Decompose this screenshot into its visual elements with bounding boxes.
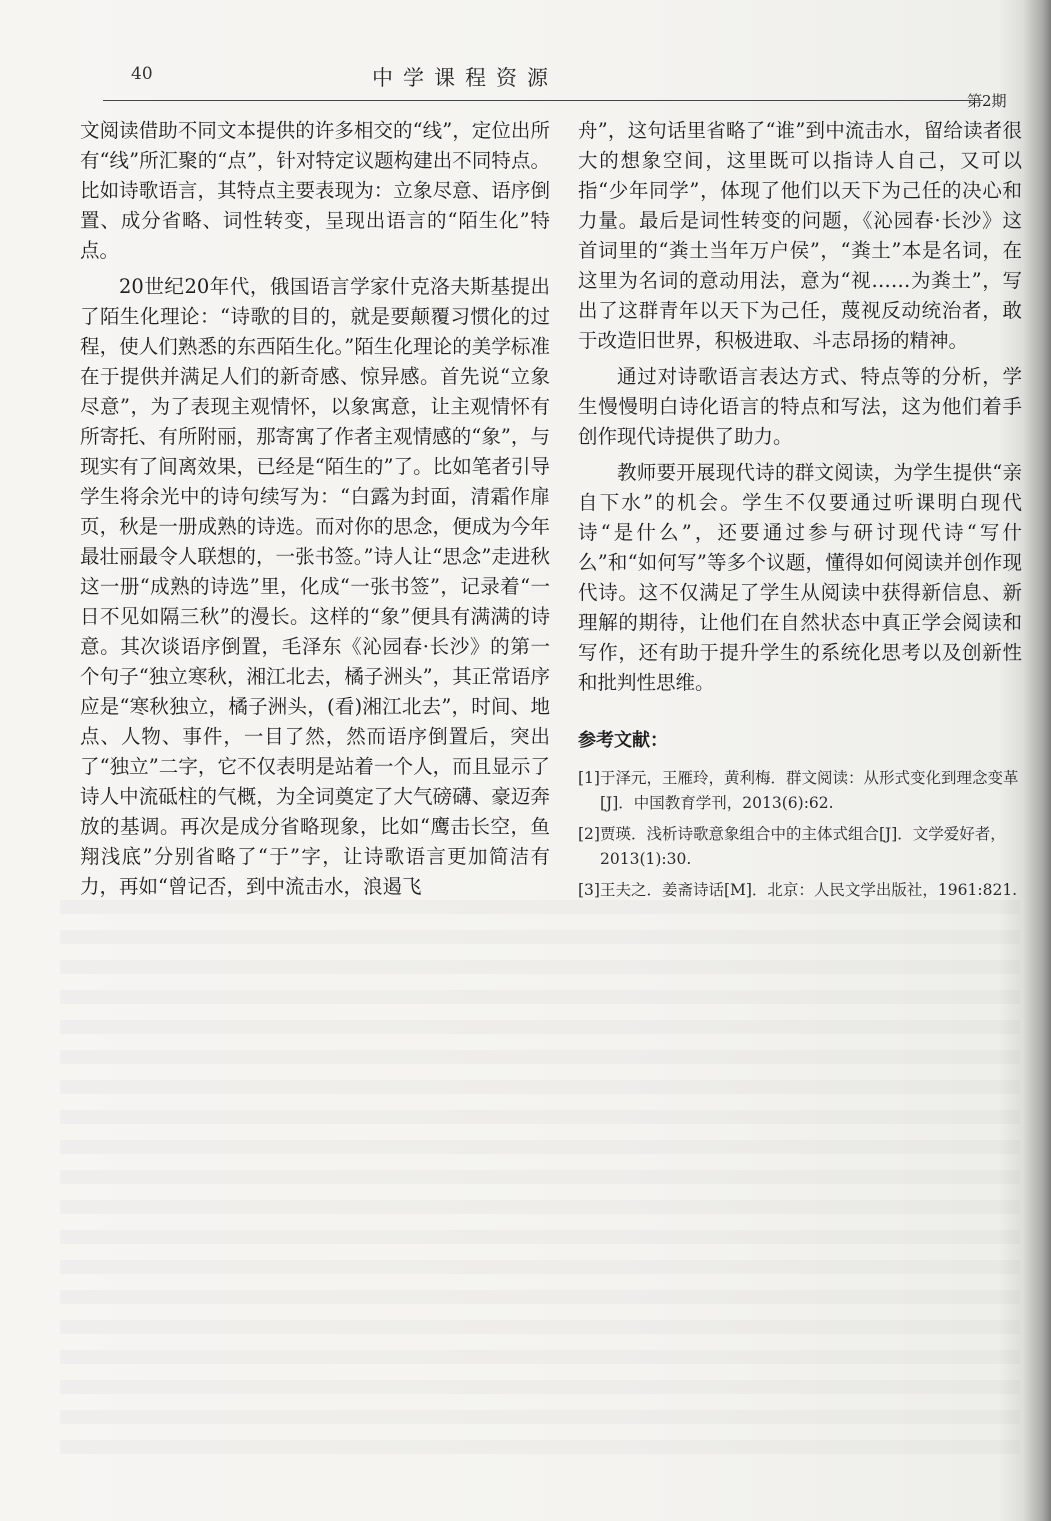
issue-label: 第2期 — [967, 92, 1007, 110]
reference-item: [2]贾瑛．浅析诗歌意象组合中的主体式组合[J]．文学爱好者，2013(1):30. — [578, 825, 1006, 868]
right-paragraph-1: 舟”，这句话里省略了“谁”到中流击水，留给读者很大的想象空间，这里既可以指诗人自己，又可以指“少年同学”，体现了他们以天下为己任的决心和力量。最后是词性转变的问题，《沁园春·长沙》这首词里的“粪土当年万户侯”，“粪土”本是名词，在这里为名词的意动用法，意为“视……为粪土”，写出了这群青年以天下为己任，蔑视反动统治者，敢于改造旧世界，积极进取、斗志昂扬的精神。 — [578, 119, 1022, 352]
reference-item: [1]于泽元，王雁玲，黄利梅．群文阅读：从形式变化到理念变革[J]．中国教育学刊，2013(6):62. — [578, 769, 1019, 812]
right-column — [578, 116, 1022, 909]
journal-title: 中学课程资源 — [372, 66, 558, 90]
reference-item: [3]王夫之．姜斋诗话[M]．北京：人民文学出版社，1961:821. — [578, 881, 1018, 899]
running-header — [95, 58, 1025, 108]
left-column — [80, 116, 550, 908]
left-paragraph-2: 20世纪20年代，俄国语言学家什克洛夫斯基提出了陌生化理论：“诗歌的目的，就是要颠覆习惯化的过程，使人们熟悉的东西陌生化。”陌生化理论的美学标准在于提供并满足人们的新奇感、惊异感。首先说“立象尽意”，为了表现主观情怀，以象寓意，让主观情怀有所寄托、有所附丽，那寄寓了作者主观情感的“象”，与现实有了间离效果，已经是“陌生的”了。比如笔者引导学生将余光中的诗句续写为：“白露为封面，清霜作扉页，秋是一册成熟的诗选。而对你的思念，便成为今年最壮丽最令人联想的，一张书签。”诗人让“思念”走进秋这一册“成熟的诗选”里，化成“一张书签”，记录着“一日不见如隔三秋”的漫长。这样的“象”便具有满满的诗意。其次谈语序倒置，毛泽东《沁园春·长沙》的第一个句子“独立寒秋，湘江北去，橘子洲头”，其正常语序应是“寒秋独立，橘子洲头，(看)湘江北去”，时间、地点、人物、事件，一目了然，然而语序倒置后，突出了“独立”二字，它不仅表明是站着一个人，而且显示了诗人中流砥柱的气概，为全词奠定了大气磅礴、豪迈奔放的基调。再次是成分省略现象，比如“鹰击长空，鱼翔浅底”分别省略了“于”字，让诗歌语言更加简洁有力，再如“曾记否，到中流击水，浪遏飞 — [80, 275, 550, 898]
binding-shadow — [1023, 0, 1051, 1521]
references-heading: 参考文献： — [578, 730, 668, 751]
show-through-texture — [60, 900, 1020, 1460]
header-rule — [103, 100, 983, 101]
left-paragraph-1: 文阅读借助不同文本提供的许多相交的“线”，定位出所有“线”所汇聚的“点”，针对特定议题构建出不同特点。比如诗歌语言，其特点主要表现为：立象尽意、语序倒置、成分省略、词性转变，呈现出语言的“陌生化”特点。 — [80, 119, 550, 262]
page-number: 40 — [131, 64, 153, 84]
right-paragraph-3: 教师要开展现代诗的群文阅读，为学生提供“亲自下水”的机会。学生不仅要通过听课明白现代诗“是什么”，还要通过参与研讨现代诗“写什么”和“如何写”等多个议题，懂得如何阅读并创作现代诗。这不仅满足了学生从阅读中获得新信息、新理解的期待，让他们在自然状态中真正学会阅读和写作，还有助于提升学生的系统化思考以及创新性和批判性思维。 — [578, 461, 1022, 694]
right-paragraph-2: 通过对诗歌语言表达方式、特点等的分析，学生慢慢明白诗化语言的特点和写法，这为他们着手创作现代诗提供了助力。 — [578, 365, 1022, 448]
